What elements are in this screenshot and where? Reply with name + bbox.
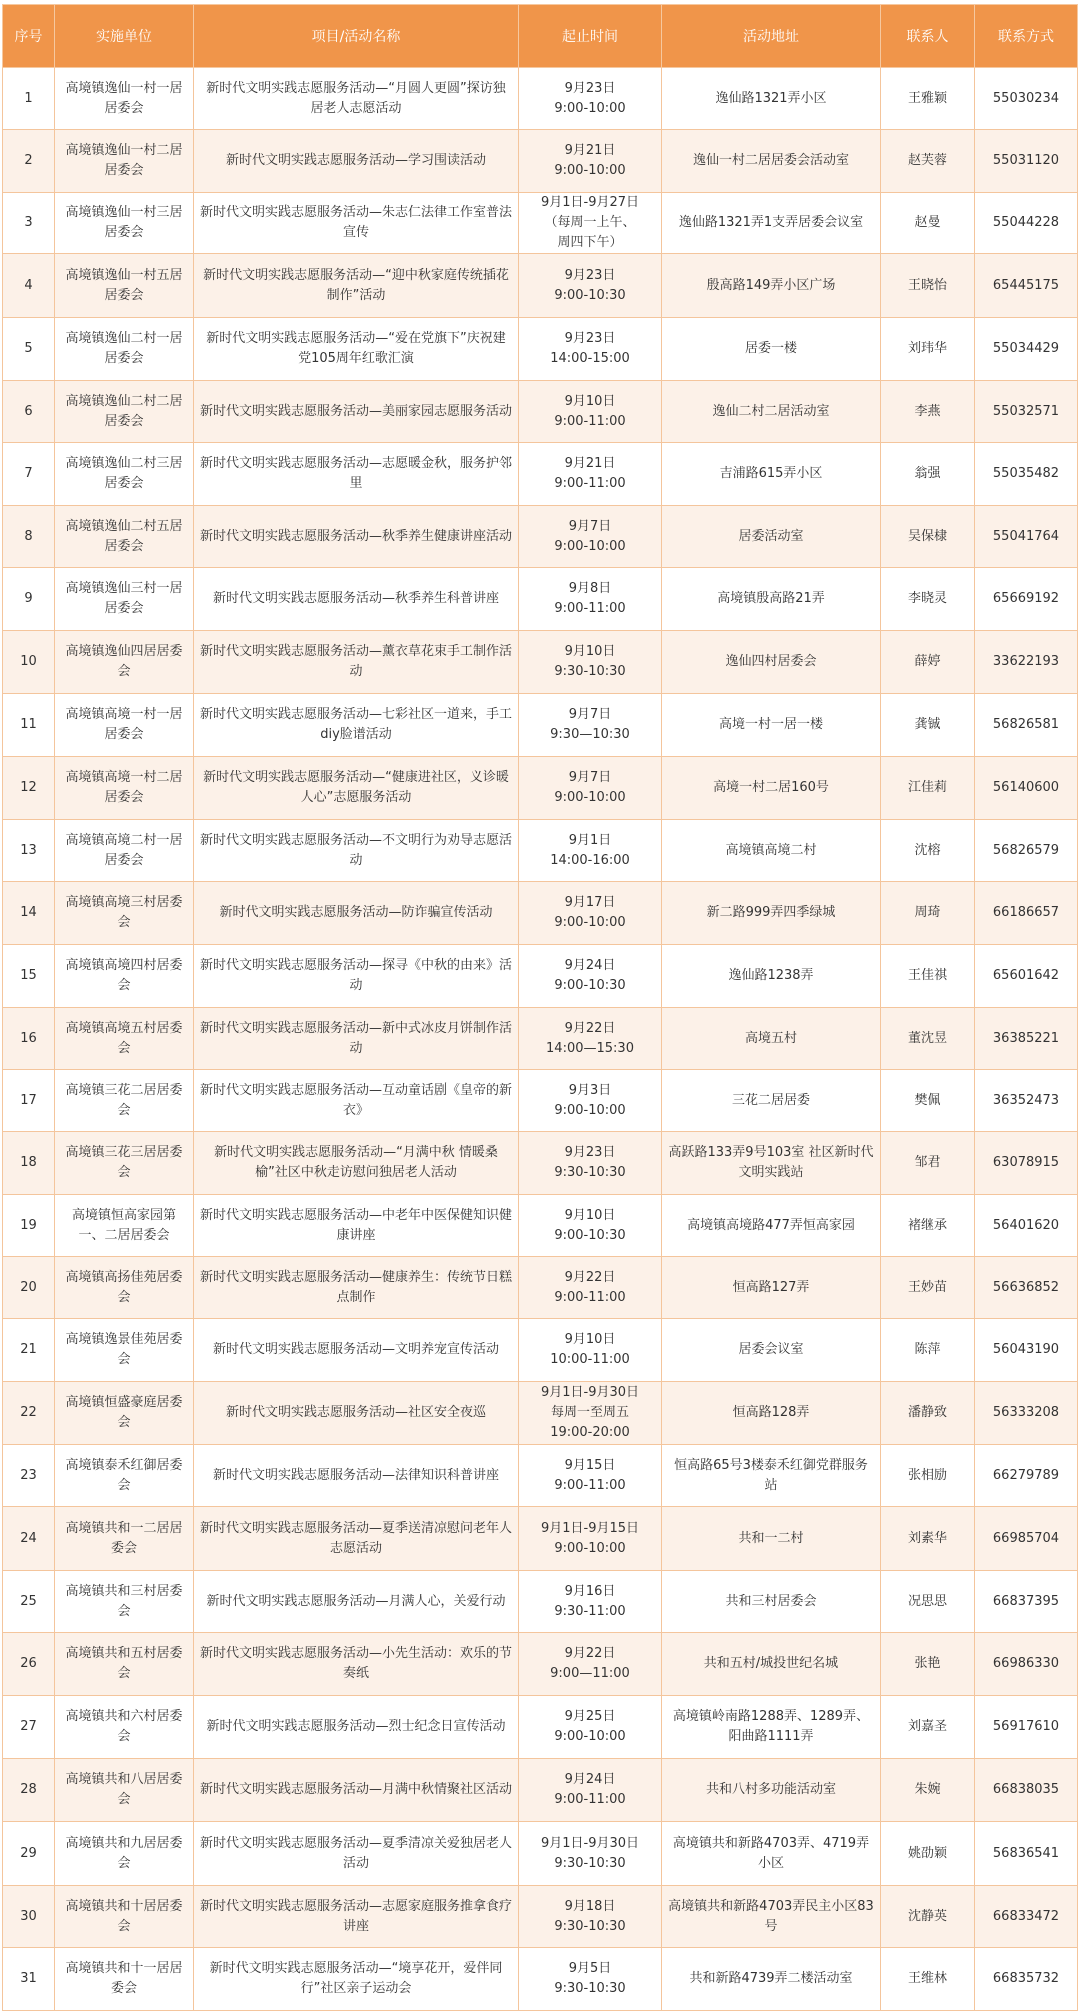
table-row	[3, 1571, 1078, 1633]
row-time: 9月17日 9:00-10:00	[519, 882, 662, 945]
row-index: 24	[3, 1507, 55, 1571]
row-time: 9月7日 9:00-10:00	[519, 757, 662, 820]
row-index: 28	[3, 1759, 55, 1822]
row-activity: 新时代文明实践志愿服务活动—互动童话剧《皇帝的新衣》	[194, 1070, 519, 1132]
row-phone: 56826579	[975, 820, 1078, 882]
row-address: 共和八村多功能活动室	[662, 1759, 881, 1822]
row-activity: 新时代文明实践志愿服务活动—朱志仁法律工作室普法宣传	[194, 193, 519, 254]
row-address: 新二路999弄四季绿城	[662, 882, 881, 945]
row-time: 9月10日 10:00-11:00	[519, 1319, 662, 1382]
table-row	[3, 757, 1078, 820]
row-time: 9月21日 9:00-11:00	[519, 443, 662, 506]
header-activity: 项目/活动名称	[194, 5, 519, 68]
row-unit: 高境镇高境一村二居居委会	[55, 757, 194, 820]
row-address: 高境镇共和新路4703弄、4719弄小区	[662, 1822, 881, 1886]
row-unit: 高境镇共和三村居委会	[55, 1571, 194, 1633]
row-contact-person: 朱婉	[881, 1759, 975, 1822]
row-contact-person: 李晓灵	[881, 568, 975, 631]
table-row	[3, 130, 1078, 193]
row-index: 22	[3, 1382, 55, 1445]
row-address: 恒高路65号3楼泰禾红御党群服务站	[662, 1445, 881, 1507]
row-index: 13	[3, 820, 55, 882]
row-address: 逸仙二村二居活动室	[662, 381, 881, 443]
row-activity: 新时代文明实践志愿服务活动—学习围读活动	[194, 130, 519, 193]
row-contact-person: 王佳祺	[881, 945, 975, 1008]
row-time: 9月7日 9:00-10:00	[519, 506, 662, 568]
row-activity: 新时代文明实践志愿服务活动—“月满中秋 情暖桑榆”社区中秋走访慰问独居老人活动	[194, 1132, 519, 1195]
row-unit: 高境镇高境三村居委会	[55, 882, 194, 945]
row-activity: 新时代文明实践志愿服务活动—薰衣草花束手工制作活动	[194, 631, 519, 694]
table-row	[3, 506, 1078, 568]
row-address: 逸仙路1321弄1支弄居委会议室	[662, 193, 881, 254]
row-unit: 高境镇逸仙一村五居居委会	[55, 254, 194, 318]
row-unit: 高境镇共和一二居居委会	[55, 1507, 194, 1571]
row-time: 9月10日 9:00-10:30	[519, 1195, 662, 1257]
row-unit: 高境镇逸仙二村三居居委会	[55, 443, 194, 506]
row-activity: 新时代文明实践志愿服务活动—烈士纪念日宣传活动	[194, 1696, 519, 1759]
row-contact-person: 刘玮华	[881, 318, 975, 381]
row-phone: 66986330	[975, 1633, 1078, 1696]
row-phone: 56333208	[975, 1382, 1078, 1445]
row-contact-person: 张相励	[881, 1445, 975, 1507]
header-unit: 实施单位	[55, 5, 194, 68]
row-unit: 高境镇逸景佳苑居委会	[55, 1319, 194, 1382]
row-contact-person: 邹君	[881, 1132, 975, 1195]
row-activity: 新时代文明实践志愿服务活动—“月圆人更圆”探访独居老人志愿活动	[194, 68, 519, 130]
row-activity: 新时代文明实践志愿服务活动—不文明行为劝导志愿活动	[194, 820, 519, 882]
row-index: 11	[3, 694, 55, 757]
row-phone: 56043190	[975, 1319, 1078, 1382]
row-time: 9月16日 9:30-11:00	[519, 1571, 662, 1633]
row-address: 逸仙一村二居居委会活动室	[662, 130, 881, 193]
row-address: 共和五村/城投世纪名城	[662, 1633, 881, 1696]
row-index: 29	[3, 1822, 55, 1886]
row-activity: 新时代文明实践志愿服务活动—七彩社区一道来，手工diy脸谱活动	[194, 694, 519, 757]
row-index: 9	[3, 568, 55, 631]
row-address: 高跃路133弄9号103室 社区新时代文明实践站	[662, 1132, 881, 1195]
row-index: 15	[3, 945, 55, 1008]
row-unit: 高境镇三花二居居委会	[55, 1070, 194, 1132]
row-phone: 55032571	[975, 381, 1078, 443]
row-time: 9月18日 9:30-10:30	[519, 1886, 662, 1948]
row-activity: 新时代文明实践志愿服务活动—健康养生：传统节日糕点制作	[194, 1257, 519, 1319]
row-address: 共和新路4739弄二楼活动室	[662, 1948, 881, 2011]
row-index: 2	[3, 130, 55, 193]
row-address: 高境镇殷高路21弄	[662, 568, 881, 631]
row-contact-person: 江佳莉	[881, 757, 975, 820]
row-phone: 56140600	[975, 757, 1078, 820]
row-address: 高境镇共和新路4703弄民主小区83号	[662, 1886, 881, 1948]
row-unit: 高境镇逸仙四居居委会	[55, 631, 194, 694]
table-row	[3, 1759, 1078, 1822]
row-contact-person: 姚劭颖	[881, 1822, 975, 1886]
row-phone: 56826581	[975, 694, 1078, 757]
row-unit: 高境镇共和九居居委会	[55, 1822, 194, 1886]
table-row	[3, 381, 1078, 443]
row-phone: 66985704	[975, 1507, 1078, 1571]
table-row	[3, 1948, 1078, 2011]
row-activity: 新时代文明实践志愿服务活动—“爱在党旗下”庆祝建党105周年红歌汇演	[194, 318, 519, 381]
row-time: 9月24日 9:00-10:30	[519, 945, 662, 1008]
table-row	[3, 694, 1078, 757]
row-activity: 新时代文明实践志愿服务活动—美丽家园志愿服务活动	[194, 381, 519, 443]
row-address: 居委一楼	[662, 318, 881, 381]
row-address: 吉浦路615弄小区	[662, 443, 881, 506]
row-contact-person: 吴保棣	[881, 506, 975, 568]
row-address: 恒高路127弄	[662, 1257, 881, 1319]
row-phone: 56636852	[975, 1257, 1078, 1319]
row-activity: 新时代文明实践志愿服务活动—月满中秋情聚社区活动	[194, 1759, 519, 1822]
table-row	[3, 1257, 1078, 1319]
row-activity: 新时代文明实践志愿服务活动—探寻《中秋的由来》活动	[194, 945, 519, 1008]
row-activity: 新时代文明实践志愿服务活动—法律知识科普讲座	[194, 1445, 519, 1507]
row-index: 5	[3, 318, 55, 381]
row-activity: 新时代文明实践志愿服务活动—“迎中秋家庭传统插花制作”活动	[194, 254, 519, 318]
table-row	[3, 1008, 1078, 1070]
row-phone: 66186657	[975, 882, 1078, 945]
row-contact-person: 王晓怡	[881, 254, 975, 318]
table-row	[3, 1886, 1078, 1948]
row-time: 9月23日 9:00-10:00	[519, 68, 662, 130]
row-address: 高境一村二居160号	[662, 757, 881, 820]
row-phone: 65669192	[975, 568, 1078, 631]
table-row	[3, 1070, 1078, 1132]
row-activity: 新时代文明实践志愿服务活动—文明养宠宣传活动	[194, 1319, 519, 1382]
table-row	[3, 1132, 1078, 1195]
row-address: 高境一村一居一楼	[662, 694, 881, 757]
row-contact-person: 王妙苗	[881, 1257, 975, 1319]
row-unit: 高境镇逸仙二村五居居委会	[55, 506, 194, 568]
row-unit: 高境镇逸仙一村一居居委会	[55, 68, 194, 130]
row-activity: 新时代文明实践志愿服务活动—“健康进社区，义诊暖人心”志愿服务活动	[194, 757, 519, 820]
row-phone: 65601642	[975, 945, 1078, 1008]
row-address: 高境镇高境路477弄恒高家园	[662, 1195, 881, 1257]
row-phone: 36385221	[975, 1008, 1078, 1070]
row-contact-person: 潘静致	[881, 1382, 975, 1445]
row-phone: 56836541	[975, 1822, 1078, 1886]
table-row	[3, 631, 1078, 694]
row-unit: 高境镇逸仙三村一居居委会	[55, 568, 194, 631]
row-time: 9月1日-9月15日 9:00-10:00	[519, 1507, 662, 1571]
row-index: 1	[3, 68, 55, 130]
row-unit: 高境镇共和十一居居委会	[55, 1948, 194, 2011]
row-contact-person: 王雅颖	[881, 68, 975, 130]
row-time: 9月3日 9:00-10:00	[519, 1070, 662, 1132]
row-index: 18	[3, 1132, 55, 1195]
header-address: 活动地址	[662, 5, 881, 68]
row-unit: 高境镇三花三居居委会	[55, 1132, 194, 1195]
row-phone: 56401620	[975, 1195, 1078, 1257]
row-address: 恒高路128弄	[662, 1382, 881, 1445]
row-unit: 高境镇高境五村居委会	[55, 1008, 194, 1070]
row-index: 27	[3, 1696, 55, 1759]
row-phone: 55030234	[975, 68, 1078, 130]
table-row	[3, 318, 1078, 381]
row-activity: 新时代文明实践志愿服务活动—夏季清凉关爱独居老人活动	[194, 1822, 519, 1886]
row-time: 9月23日 14:00-15:00	[519, 318, 662, 381]
row-index: 26	[3, 1633, 55, 1696]
row-phone: 55031120	[975, 130, 1078, 193]
row-contact-person: 况思思	[881, 1571, 975, 1633]
table-row	[3, 1696, 1078, 1759]
row-contact-person: 刘嘉圣	[881, 1696, 975, 1759]
row-contact-person: 沈榕	[881, 820, 975, 882]
row-address: 居委会议室	[662, 1319, 881, 1382]
row-index: 30	[3, 1886, 55, 1948]
row-phone: 63078915	[975, 1132, 1078, 1195]
row-contact-person: 翁强	[881, 443, 975, 506]
row-activity: 新时代文明实践志愿服务活动—夏季送清凉慰问老年人志愿活动	[194, 1507, 519, 1571]
row-contact-person: 褚继承	[881, 1195, 975, 1257]
table-row	[3, 443, 1078, 506]
row-phone: 56917610	[975, 1696, 1078, 1759]
row-time: 9月22日 9:00-11:00	[519, 1257, 662, 1319]
table-row	[3, 1633, 1078, 1696]
row-phone: 36352473	[975, 1070, 1078, 1132]
row-address: 共和一二村	[662, 1507, 881, 1571]
row-address: 高境五村	[662, 1008, 881, 1070]
row-unit: 高境镇高境一村一居居委会	[55, 694, 194, 757]
row-activity: 新时代文明实践志愿服务活动—志愿家庭服务推拿食疗讲座	[194, 1886, 519, 1948]
table-row	[3, 1382, 1078, 1445]
row-time: 9月1日-9月30日 9:30-10:30	[519, 1822, 662, 1886]
row-activity: 新时代文明实践志愿服务活动—社区安全夜巡	[194, 1382, 519, 1445]
table-row	[3, 68, 1078, 130]
row-activity: 新时代文明实践志愿服务活动—小先生活动：欢乐的节奏纸	[194, 1633, 519, 1696]
table-row	[3, 1822, 1078, 1886]
row-activity: 新时代文明实践志愿服务活动—秋季养生健康讲座活动	[194, 506, 519, 568]
row-index: 23	[3, 1445, 55, 1507]
row-address: 高境镇高境二村	[662, 820, 881, 882]
row-contact-person: 樊佩	[881, 1070, 975, 1132]
row-unit: 高境镇恒高家园第一、二居居委会	[55, 1195, 194, 1257]
row-time: 9月1日-9月30日 每周一至周五 19:00-20:00	[519, 1382, 662, 1445]
row-time: 9月1日-9月27日 （每周一上午、 周四下午）	[519, 193, 662, 254]
row-phone: 33622193	[975, 631, 1078, 694]
row-time: 9月1日 14:00-16:00	[519, 820, 662, 882]
row-index: 25	[3, 1571, 55, 1633]
row-contact-person: 赵芙蓉	[881, 130, 975, 193]
table-row	[3, 882, 1078, 945]
row-unit: 高境镇恒盛豪庭居委会	[55, 1382, 194, 1445]
row-index: 6	[3, 381, 55, 443]
row-time: 9月15日 9:00-11:00	[519, 1445, 662, 1507]
table-row	[3, 193, 1078, 254]
row-contact-person: 董沈昱	[881, 1008, 975, 1070]
table-row	[3, 1507, 1078, 1571]
row-index: 31	[3, 1948, 55, 2011]
table-row	[3, 254, 1078, 318]
row-contact-person: 刘素华	[881, 1507, 975, 1571]
row-phone: 55034429	[975, 318, 1078, 381]
row-unit: 高境镇逸仙一村二居居委会	[55, 130, 194, 193]
table-row	[3, 820, 1078, 882]
header-contact-person: 联系人	[881, 5, 975, 68]
row-time: 9月10日 9:00-11:00	[519, 381, 662, 443]
row-unit: 高境镇共和十居居委会	[55, 1886, 194, 1948]
row-address: 共和三村居委会	[662, 1571, 881, 1633]
row-unit: 高境镇高扬佳苑居委会	[55, 1257, 194, 1319]
row-unit: 高境镇共和八居居委会	[55, 1759, 194, 1822]
row-index: 4	[3, 254, 55, 318]
row-phone: 55044228	[975, 193, 1078, 254]
table-row	[3, 568, 1078, 631]
table-body	[3, 68, 1078, 2011]
row-contact-person: 张艳	[881, 1633, 975, 1696]
row-time: 9月21日 9:00-10:00	[519, 130, 662, 193]
row-time: 9月25日 9:00-10:00	[519, 1696, 662, 1759]
row-address: 逸仙路1321弄小区	[662, 68, 881, 130]
row-time: 9月24日 9:00-11:00	[519, 1759, 662, 1822]
row-contact-person: 沈静英	[881, 1886, 975, 1948]
row-activity: 新时代文明实践志愿服务活动—月满人心，关爱行动	[194, 1571, 519, 1633]
table-row	[3, 945, 1078, 1008]
table-row	[3, 1445, 1078, 1507]
row-time: 9月22日 14:00—15:30	[519, 1008, 662, 1070]
header-index: 序号	[3, 5, 55, 68]
row-address: 居委活动室	[662, 506, 881, 568]
row-time: 9月23日 9:00-10:30	[519, 254, 662, 318]
row-address: 逸仙四村居委会	[662, 631, 881, 694]
row-contact-person: 陈萍	[881, 1319, 975, 1382]
row-address: 三花二居居委	[662, 1070, 881, 1132]
row-phone: 66835732	[975, 1948, 1078, 2011]
row-time: 9月5日 9:30-10:30	[519, 1948, 662, 2011]
row-unit: 高境镇泰禾红御居委会	[55, 1445, 194, 1507]
table-row	[3, 1195, 1078, 1257]
row-contact-person: 赵曼	[881, 193, 975, 254]
row-time: 9月8日 9:00-11:00	[519, 568, 662, 631]
row-unit: 高境镇逸仙二村一居居委会	[55, 318, 194, 381]
row-unit: 高境镇高境二村一居居委会	[55, 820, 194, 882]
table-row	[3, 1319, 1078, 1382]
row-index: 20	[3, 1257, 55, 1319]
row-phone: 66279789	[975, 1445, 1078, 1507]
row-index: 16	[3, 1008, 55, 1070]
row-index: 12	[3, 757, 55, 820]
row-contact-person: 李燕	[881, 381, 975, 443]
row-time: 9月22日 9:00—11:00	[519, 1633, 662, 1696]
row-unit: 高境镇共和六村居委会	[55, 1696, 194, 1759]
row-phone: 66838035	[975, 1759, 1078, 1822]
row-index: 3	[3, 193, 55, 254]
row-activity: 新时代文明实践志愿服务活动—新中式冰皮月饼制作活动	[194, 1008, 519, 1070]
row-phone: 55035482	[975, 443, 1078, 506]
row-contact-person: 王维林	[881, 1948, 975, 2011]
activity-table	[2, 4, 1078, 2011]
row-activity: 新时代文明实践志愿服务活动—中老年中医保健知识健康讲座	[194, 1195, 519, 1257]
row-address: 殷高路149弄小区广场	[662, 254, 881, 318]
row-activity: 新时代文明实践志愿服务活动—“境享花开，爱伴同行”社区亲子运动会	[194, 1948, 519, 2011]
row-index: 14	[3, 882, 55, 945]
row-unit: 高境镇高境四村居委会	[55, 945, 194, 1008]
row-index: 10	[3, 631, 55, 694]
row-activity: 新时代文明实践志愿服务活动—秋季养生科普讲座	[194, 568, 519, 631]
row-activity: 新时代文明实践志愿服务活动—防诈骗宣传活动	[194, 882, 519, 945]
row-index: 19	[3, 1195, 55, 1257]
row-address: 逸仙路1238弄	[662, 945, 881, 1008]
row-time: 9月23日 9:30-10:30	[519, 1132, 662, 1195]
row-time: 9月7日 9:30—10:30	[519, 694, 662, 757]
row-unit: 高境镇共和五村居委会	[55, 1633, 194, 1696]
row-contact-person: 周琦	[881, 882, 975, 945]
row-index: 17	[3, 1070, 55, 1132]
row-phone: 66833472	[975, 1886, 1078, 1948]
row-unit: 高境镇逸仙二村二居居委会	[55, 381, 194, 443]
row-unit: 高境镇逸仙一村三居居委会	[55, 193, 194, 254]
header-phone: 联系方式	[975, 5, 1078, 68]
row-contact-person: 龚铖	[881, 694, 975, 757]
header-time: 起止时间	[519, 5, 662, 68]
row-phone: 65445175	[975, 254, 1078, 318]
row-activity: 新时代文明实践志愿服务活动—志愿暖金秋，服务护邻里	[194, 443, 519, 506]
row-time: 9月10日 9:30-10:30	[519, 631, 662, 694]
row-address: 高境镇岭南路1288弄、1289弄、阳曲路1111弄	[662, 1696, 881, 1759]
row-contact-person: 薛婷	[881, 631, 975, 694]
row-index: 21	[3, 1319, 55, 1382]
row-index: 7	[3, 443, 55, 506]
row-index: 8	[3, 506, 55, 568]
header-row	[3, 5, 1078, 68]
row-phone: 55041764	[975, 506, 1078, 568]
row-phone: 66837395	[975, 1571, 1078, 1633]
